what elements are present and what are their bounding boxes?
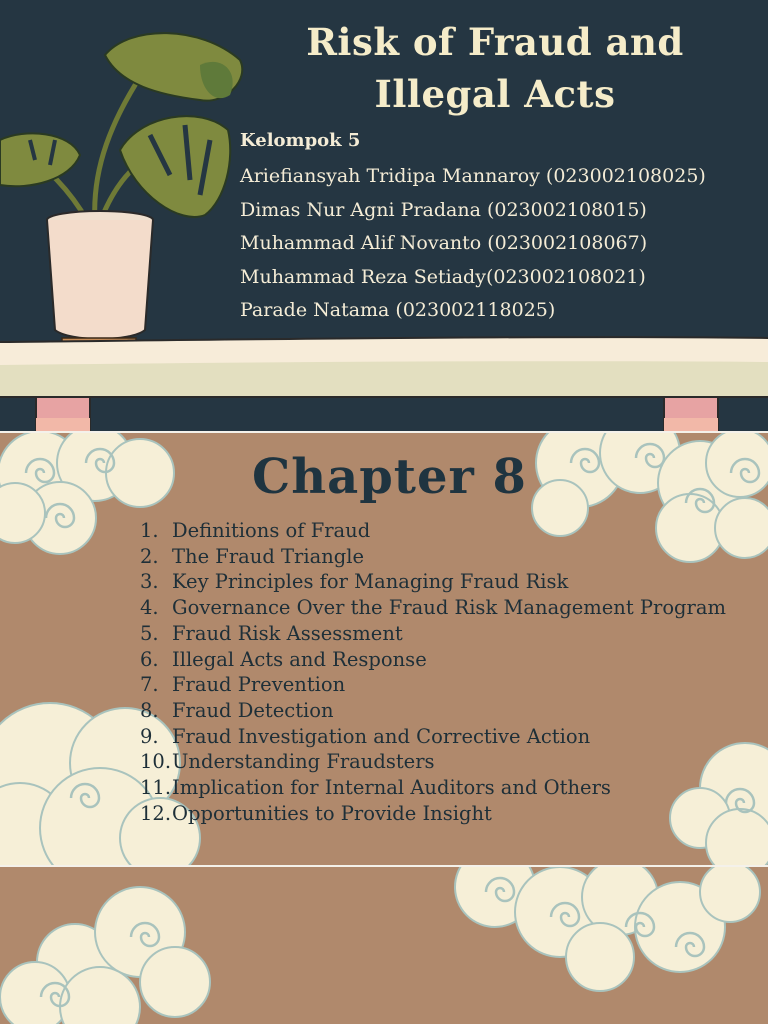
group-info xyxy=(240,128,760,328)
list-item xyxy=(140,621,760,647)
item-number: 7. xyxy=(140,673,159,697)
list-item xyxy=(140,672,760,698)
item-text: Implication for Internal Auditors and Others xyxy=(172,776,611,800)
list-item xyxy=(140,518,760,544)
item-text: The Fraud Triangle xyxy=(172,544,365,568)
chapter-topic-list xyxy=(140,518,760,826)
cloud-slide xyxy=(0,867,768,1024)
item-number: 4. xyxy=(140,596,159,620)
item-text: Definitions of Fraud xyxy=(172,519,371,542)
item-number: 6. xyxy=(140,647,159,671)
slide-title xyxy=(260,16,730,120)
item-number: 10. xyxy=(140,750,172,774)
list-item xyxy=(140,569,760,595)
item-text: Fraud Risk Assessment xyxy=(172,621,403,645)
item-text: Fraud Detection xyxy=(172,698,334,722)
item-number: 2. xyxy=(140,544,159,568)
item-number: 9. xyxy=(140,724,159,748)
item-text: Fraud Investigation and Corrective Action xyxy=(172,724,591,748)
list-item xyxy=(140,698,760,724)
cloud-decoration xyxy=(0,867,768,1024)
item-text: Key Principles for Managing Fraud Risk xyxy=(172,570,569,594)
group-label: Kelompok 5 xyxy=(240,130,361,151)
member-name: Dimas Nur Agni Pradana (023002108015) xyxy=(240,198,647,221)
title-slide xyxy=(0,0,768,431)
item-number: 3. xyxy=(140,570,159,594)
item-number: 8. xyxy=(140,698,159,722)
member-name: Muhammad Alif Novanto (023002108067) xyxy=(240,232,648,254)
chapter-heading: Chapter 8 xyxy=(252,449,527,505)
list-item xyxy=(140,595,760,621)
item-text: Illegal Acts and Response xyxy=(172,647,427,671)
title-line-2: Illegal Acts xyxy=(374,72,616,116)
list-item xyxy=(140,724,760,750)
member-name: Muhammad Reza Setiady(023002108021) xyxy=(240,265,646,288)
item-text: Governance Over the Fraud Risk Management Program xyxy=(172,596,726,620)
member-name: Ariefiansyah Tridipa Mannaroy (023002108025) xyxy=(240,165,706,187)
list-item xyxy=(140,749,760,775)
item-number: 1. xyxy=(140,519,159,542)
table-of-contents-slide xyxy=(0,433,768,865)
item-number: 12. xyxy=(140,801,172,825)
item-text: Understanding Fraudsters xyxy=(172,750,435,774)
item-text: Fraud Prevention xyxy=(172,673,346,697)
member-name: Parade Natama (023002118025) xyxy=(240,299,556,321)
list-item xyxy=(140,647,760,673)
list-item xyxy=(140,775,760,801)
item-text: Opportunities to Provide Insight xyxy=(172,801,492,825)
list-item xyxy=(140,544,760,570)
list-item xyxy=(140,801,760,827)
item-number: 5. xyxy=(140,621,159,645)
title-line-1: Risk of Fraud and xyxy=(306,20,684,64)
item-number: 11. xyxy=(140,776,172,800)
